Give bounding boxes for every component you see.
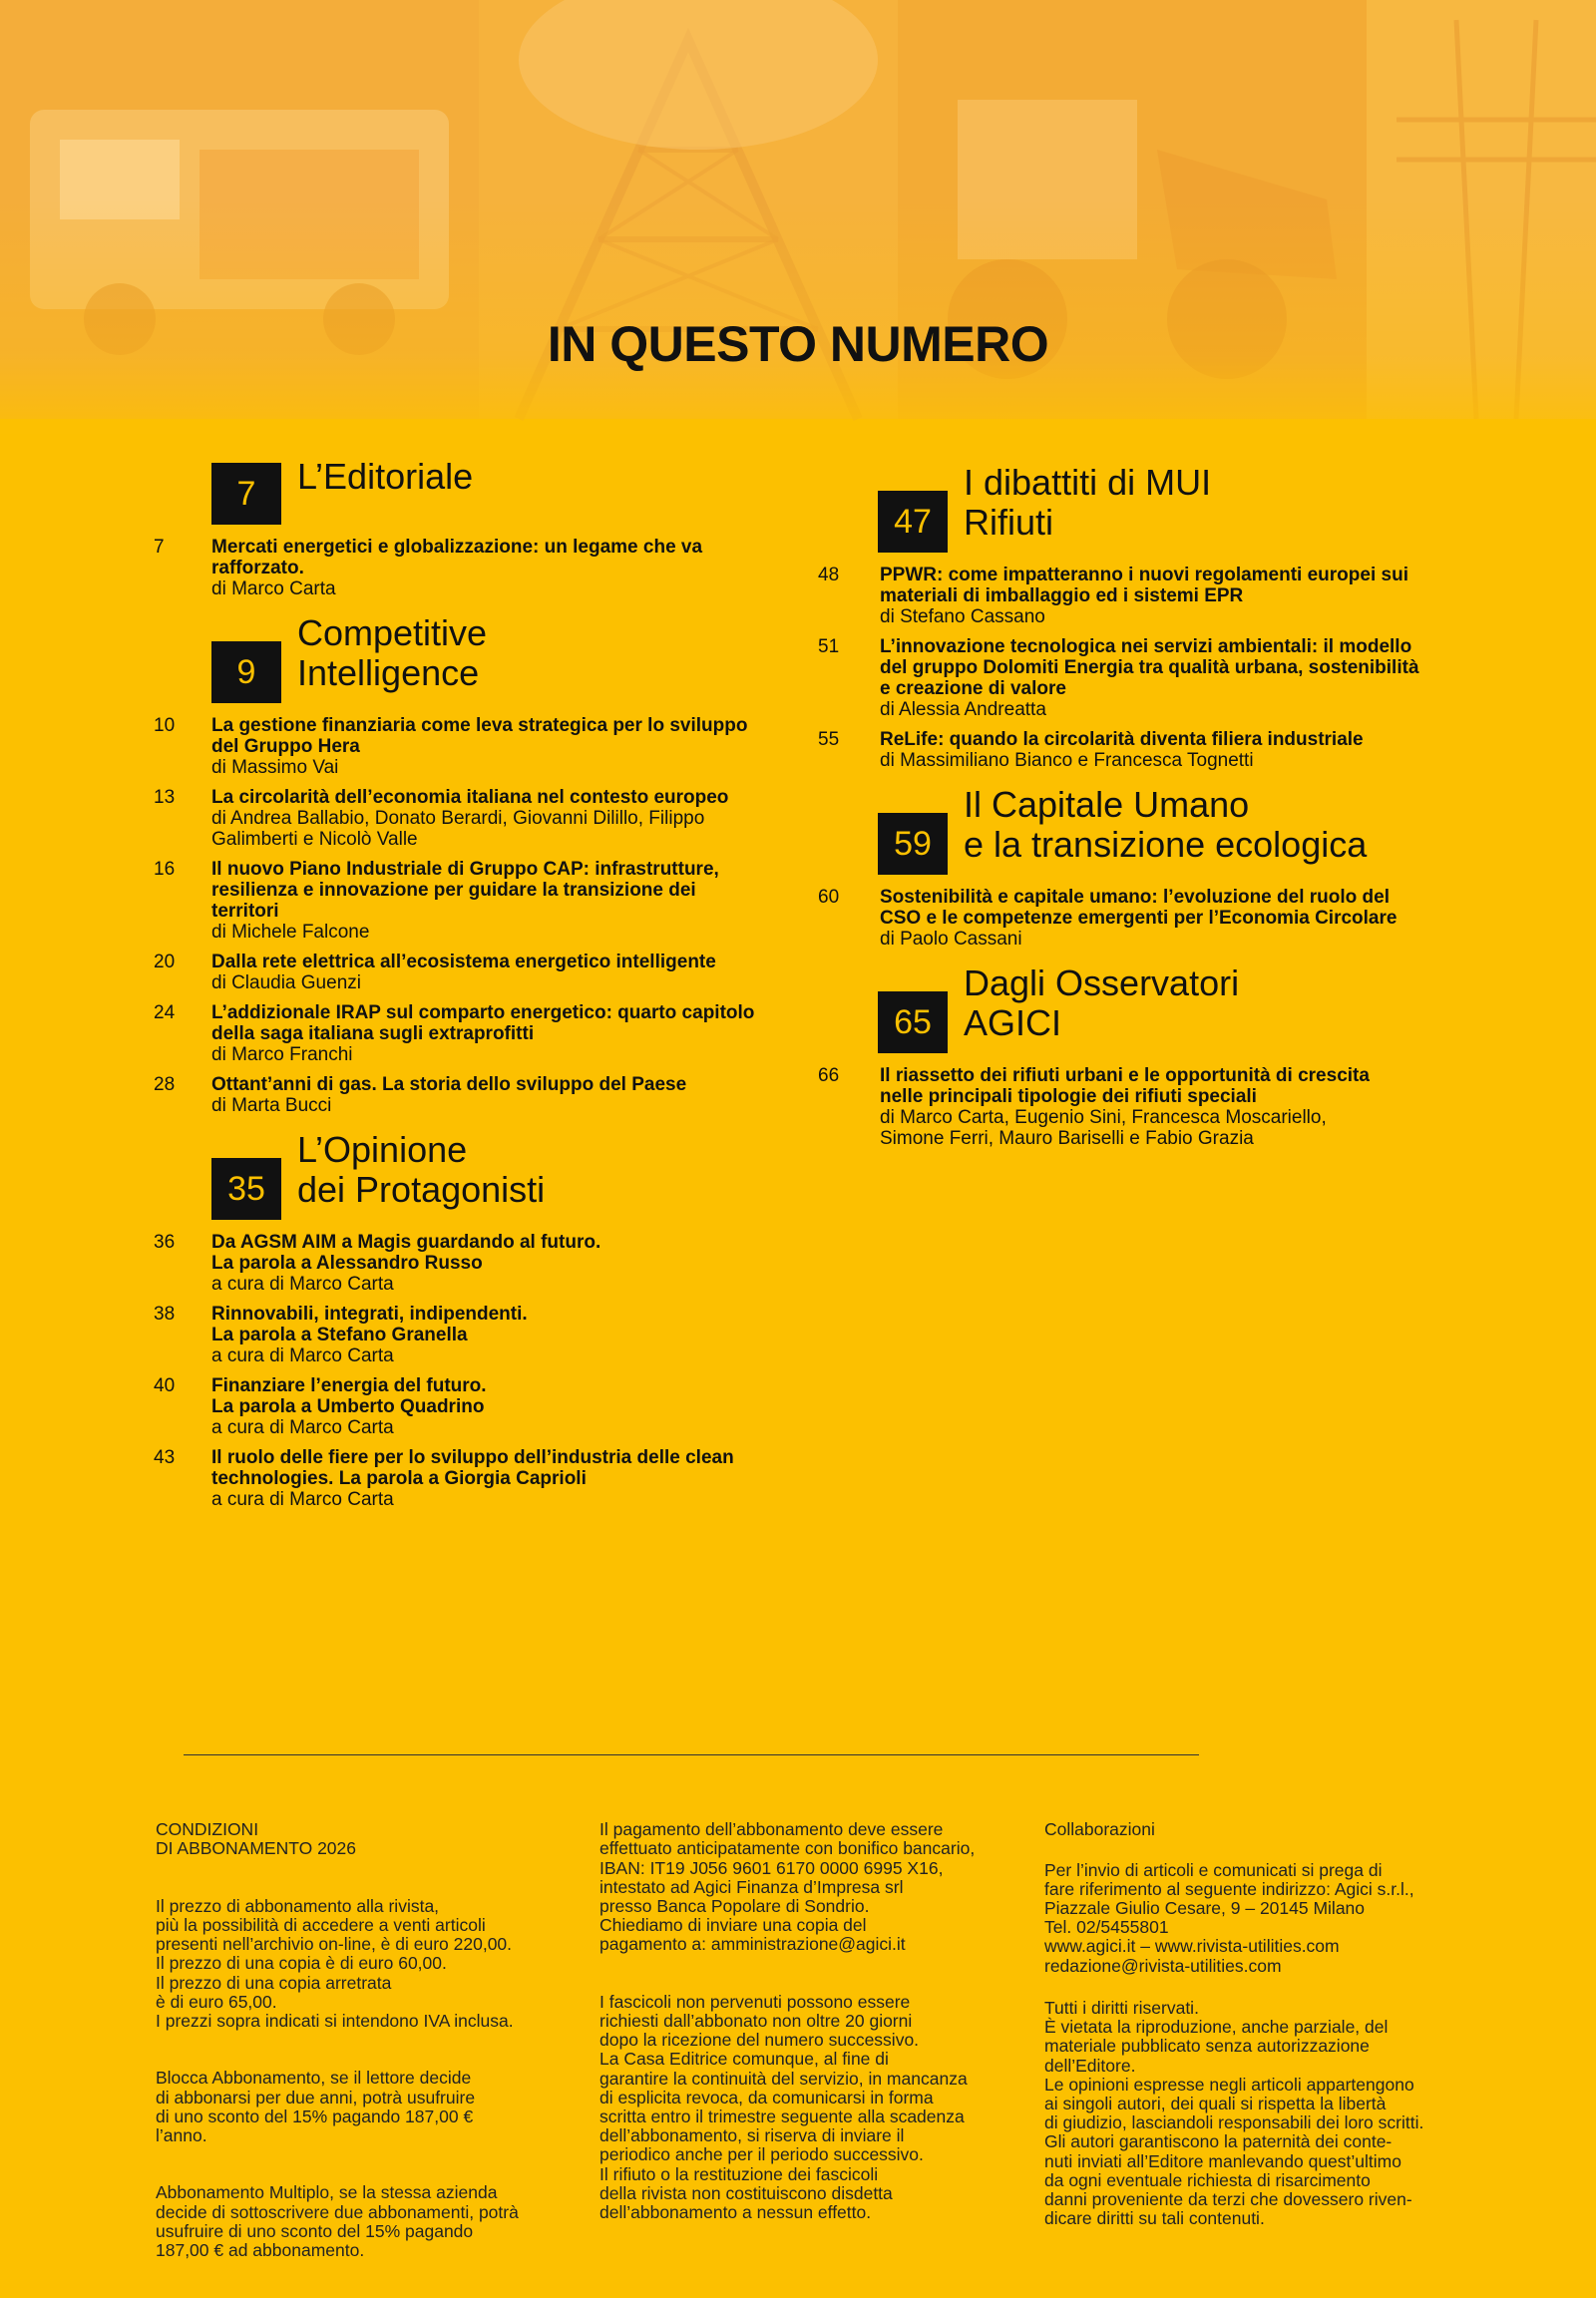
toc-entry[interactable] xyxy=(150,1232,788,1295)
toc-entry[interactable] xyxy=(814,1065,1452,1149)
entry-author: di Paolo Cassani xyxy=(880,929,1022,950)
toc-entry[interactable] xyxy=(150,787,788,850)
entry-author: di Marta Bucci xyxy=(211,1095,332,1116)
toc-entry[interactable] xyxy=(150,859,788,943)
footer-paragraph: Blocca Abbonamento, se il lettore decide di abbonarsi per due anni, potrà usufruire di uno sconto del 15% pagando 187,00 € l’anno. xyxy=(156,2068,476,2146)
entry-page-number: 24 xyxy=(154,1002,176,1023)
entry-page-number: 66 xyxy=(818,1065,840,1086)
entry-title: ReLife: quando la circolarità diventa filiera industriale xyxy=(880,729,1364,750)
entry-page-number: 28 xyxy=(154,1074,176,1095)
section-title: Dagli Osservatori AGICI xyxy=(964,962,1240,1043)
entry-page-number: 48 xyxy=(818,565,840,585)
section-number-badge: 59 xyxy=(878,813,948,875)
toc-section xyxy=(150,612,788,1116)
footer-divider xyxy=(184,1754,1199,1755)
section-header xyxy=(211,1129,788,1220)
section-title: L’Editoriale xyxy=(297,456,474,497)
toc-entry[interactable] xyxy=(814,636,1452,720)
entry-author: di Stefano Cassano xyxy=(880,606,1045,627)
entry-author: a cura di Marco Carta xyxy=(211,1417,394,1438)
toc-entry[interactable] xyxy=(150,1375,788,1438)
entry-page-number: 16 xyxy=(154,859,176,880)
toc-entry[interactable] xyxy=(814,565,1452,627)
toc-entry[interactable] xyxy=(814,887,1452,950)
entry-page-number: 10 xyxy=(154,715,176,736)
toc-right-column xyxy=(814,462,1452,1167)
footer-paragraph: Tutti i diritti riservati. È vietata la riproduzione, anche parziale, del materiale pubblicato senza autorizzazione dell’Editore. Le opinioni espresse negli articoli appartengono ai singoli autori, dei quali si rispetta la libertà di giudizio, lasciandoli responsabili dei loro scritti. Gli autori garantiscono la paternità dei conte- nuti inviati all’Editore manlevando quest’ultimo da ogni eventuale richiesta di risarcimento danni proveniente da terzi che dovessero riven- dicare diritti su tali contenuti. xyxy=(1044,1998,1424,2229)
entry-page-number: 7 xyxy=(154,537,165,558)
entry-author: a cura di Marco Carta xyxy=(211,1489,394,1510)
section-header xyxy=(211,612,788,703)
toc-entry[interactable] xyxy=(150,537,788,599)
entry-title: La circolarità dell’economia italiana nel contesto europeo xyxy=(211,787,729,808)
footer-collaborations xyxy=(1044,1801,1473,2267)
footer-subscription-conditions xyxy=(156,1801,575,2298)
entry-title: L’innovazione tecnologica nei servizi ambientali: il modello del gruppo Dolomiti Energia tra qualità urbana, sostenibilità e creazione di valore xyxy=(880,636,1419,699)
entry-title: La gestione finanziaria come leva strategica per lo sviluppo del Gruppo Hera xyxy=(211,715,748,757)
entry-page-number: 55 xyxy=(818,729,840,750)
entry-author: di Michele Falcone xyxy=(211,922,370,943)
entry-title: Rinnovabili, integrati, indipendenti. La parola a Stefano Granella xyxy=(211,1304,528,1345)
entry-page-number: 13 xyxy=(154,787,176,808)
entry-title: Sostenibilità e capitale umano: l’evoluzione del ruolo del CSO e le competenze emergenti per l’Economia Circolare xyxy=(880,887,1397,929)
footer-payment-info xyxy=(599,1801,1018,2260)
entry-title: Da AGSM AIM a Magis guardando al futuro. La parola a Alessandro Russo xyxy=(211,1232,601,1274)
entry-author: a cura di Marco Carta xyxy=(211,1345,394,1366)
section-number-badge: 9 xyxy=(211,641,281,703)
entry-author: di Claudia Guenzi xyxy=(211,972,361,993)
toc-entry[interactable] xyxy=(150,1002,788,1065)
toc-entry[interactable] xyxy=(150,1304,788,1366)
section-number-badge: 7 xyxy=(211,463,281,525)
toc-section xyxy=(150,456,788,599)
entry-page-number: 40 xyxy=(154,1375,176,1396)
entry-author: di Massimiliano Bianco e Francesca Tognetti xyxy=(880,750,1254,771)
entry-title: Il ruolo delle fiere per lo sviluppo dell’industria delle clean technologies. La parola a Giorgia Caprioli xyxy=(211,1447,734,1489)
industrial-collage-image xyxy=(0,0,1596,459)
entry-page-number: 60 xyxy=(818,887,840,908)
entry-title: Il nuovo Piano Industriale di Gruppo CAP: infrastrutture, resilienza e innovazione per guidare la transizione dei territori xyxy=(211,859,719,922)
entry-author: di Marco Carta, Eugenio Sini, Francesca Moscariello, Simone Ferri, Mauro Bariselli e Fabio Grazia xyxy=(880,1107,1327,1149)
toc-section xyxy=(150,1129,788,1510)
toc-section xyxy=(814,962,1452,1149)
footer-heading: CONDIZIONI DI ABBONAMENTO 2026 xyxy=(156,1819,357,1859)
entry-author: di Massimo Vai xyxy=(211,757,339,778)
footer-heading: Collaborazioni xyxy=(1044,1819,1155,1840)
section-title: Il Capitale Umano e la transizione ecologica xyxy=(964,784,1368,865)
entry-title: Mercati energetici e globalizzazione: un legame che va rafforzato. xyxy=(211,537,703,578)
header-photo-banner xyxy=(0,0,1596,459)
toc-section xyxy=(814,462,1452,771)
section-header xyxy=(211,456,788,525)
section-header xyxy=(878,962,1452,1053)
entry-title: PPWR: come impatteranno i nuovi regolamenti europei sui materiali di imballaggio ed i sistemi EPR xyxy=(880,565,1408,606)
toc-entry[interactable] xyxy=(150,952,788,993)
footer-paragraph: Il prezzo di abbonamento alla rivista, più la possibilità di accedere a venti articoli presenti nell’archivio on-line, è di euro 220,00. Il prezzo di una copia è di euro 60,00. Il prezzo di una copia arretrata è di euro 65,00. I prezzi sopra indicati si intendono IVA inclusa. xyxy=(156,1895,514,2032)
entry-page-number: 20 xyxy=(154,952,176,972)
toc-entry[interactable] xyxy=(150,1447,788,1510)
entry-author: di Alessia Andreatta xyxy=(880,699,1046,720)
entry-author: di Marco Carta xyxy=(211,578,336,599)
footer-paragraph: Il pagamento dell’abbonamento deve essere effettuato anticipatamente con bonifico bancario, IBAN: IT19 J056 9601 6170 0000 6995 X16, intestato ad Agici Finanza d’Impresa srl presso Banca Popolare di Sondrio. Chiediamo di inviare una copia del pagamento a: amministrazione@agici.it xyxy=(599,1819,976,1955)
section-number-badge: 47 xyxy=(878,491,948,553)
section-number-badge: 35 xyxy=(211,1158,281,1220)
section-header xyxy=(878,784,1452,875)
toc-left-column xyxy=(150,456,788,1528)
entry-author: a cura di Marco Carta xyxy=(211,1274,394,1295)
toc-section xyxy=(814,784,1452,950)
entry-page-number: 36 xyxy=(154,1232,176,1253)
footer-paragraph: I fascicoli non pervenuti possono essere richiesti dall’abbonato non oltre 20 giorni dopo la ricezione del numero successivo. La Casa Editrice comunque, al fine di garantire la continuità del servizio, in mancanza di esplicita revoca, da comunicarsi in forma scritta entro il trimestre seguente alla scadenza dell’abbonamento, si riserva di inviare il periodico anche per il periodo successivo. Il rifiuto o la restituzione dei fascicoli della rivista non costituiscono disdetta dell’abbonamento a nessun effetto. xyxy=(599,1991,968,2223)
section-title: Competitive Intelligence xyxy=(297,612,488,693)
entry-title: Ottant’anni di gas. La storia dello sviluppo del Paese xyxy=(211,1074,687,1095)
section-number-badge: 65 xyxy=(878,991,948,1053)
footer-paragraph: Abbonamento Multiplo, se la stessa azienda decide di sottoscrivere due abbonamenti, potrà usufruire di uno sconto del 15% pagando 187,00 € ad abbonamento. xyxy=(156,2182,519,2261)
entry-page-number: 43 xyxy=(154,1447,176,1468)
entry-title: L’addizionale IRAP sul comparto energetico: quarto capitolo della saga italiana sugli extraprofitti xyxy=(211,1002,755,1044)
toc-entry[interactable] xyxy=(150,715,788,778)
entry-page-number: 51 xyxy=(818,636,840,657)
toc-entry[interactable] xyxy=(150,1074,788,1116)
entry-author: di Marco Franchi xyxy=(211,1044,353,1065)
entry-title: Dalla rete elettrica all’ecosistema energetico intelligente xyxy=(211,952,716,972)
footer-paragraph: Per l’invio di articoli e comunicati si prega di fare riferimento al seguente indirizzo: Agici s.r.l., Piazzale Giulio Cesare, 9 – 20145 Milano Tel. 02/5455801 www.agici.it – www.rivista-utilities.com redazione@rivista-utilities.com xyxy=(1044,1859,1414,1976)
page-title: IN QUESTO NUMERO xyxy=(547,316,1049,372)
section-title: L’Opinione dei Protagonisti xyxy=(297,1129,546,1210)
entry-author: di Andrea Ballabio, Donato Berardi, Giovanni Dilillo, Filippo Galimberti e Nicolò Valle xyxy=(211,808,705,850)
entry-title: Il riassetto dei rifiuti urbani e le opportunità di crescita nelle principali tipologie dei rifiuti speciali xyxy=(880,1065,1370,1107)
entry-title: Finanziare l’energia del futuro. La parola a Umberto Quadrino xyxy=(211,1375,487,1417)
section-title: I dibattiti di MUI Rifiuti xyxy=(964,462,1212,543)
entry-page-number: 38 xyxy=(154,1304,176,1325)
section-header xyxy=(878,462,1452,553)
toc-entry[interactable] xyxy=(814,729,1452,771)
